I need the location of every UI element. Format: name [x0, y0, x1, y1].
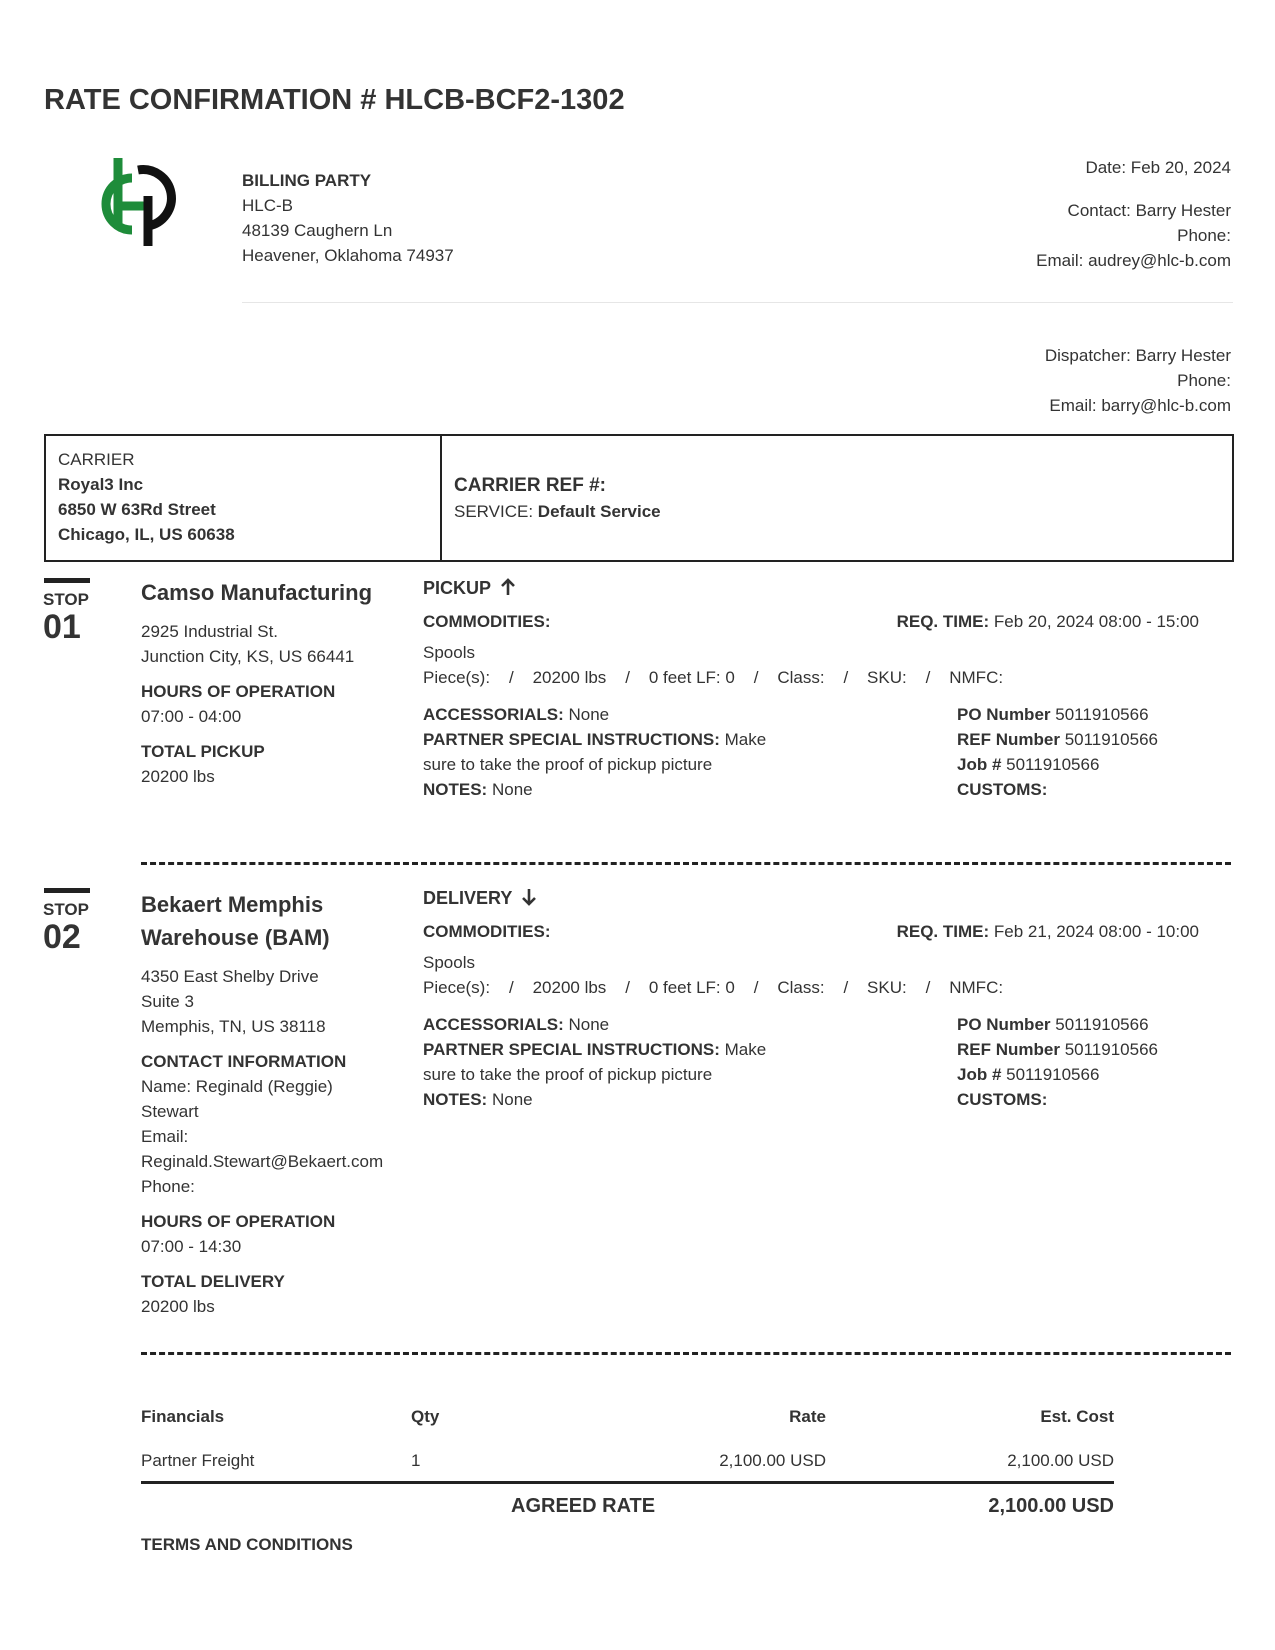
- commodity-name: Spools: [423, 643, 475, 662]
- po-value: 5011910566: [1055, 705, 1149, 724]
- stop-name-line: Bekaert Memphis: [141, 892, 324, 917]
- ref-label: REF Number: [957, 730, 1060, 749]
- billing-label: BILLING PARTY: [242, 171, 372, 190]
- req-time: [897, 612, 1199, 632]
- contact-info-line: Phone:: [141, 1177, 195, 1196]
- hours-value: 07:00 - 14:30: [141, 1237, 242, 1256]
- contact-phone: Phone:: [1177, 226, 1231, 245]
- job-label: Job #: [957, 755, 1002, 774]
- contact-info-line: Name: Reginald (Reggie): [141, 1077, 333, 1096]
- commodity-name: Spools: [423, 953, 475, 972]
- po-value: 5011910566: [1055, 1015, 1149, 1034]
- carrier-info: [58, 447, 235, 547]
- billing-address2: Heavener, Oklahoma 74937: [242, 246, 454, 265]
- service-value: Default Service: [537, 502, 661, 521]
- job-value: 5011910566: [1006, 755, 1100, 774]
- notes-value: None: [491, 780, 533, 799]
- carrier-ref: [454, 472, 661, 524]
- dispatcher-block: [1045, 343, 1231, 418]
- accessorials-value: None: [568, 1015, 610, 1034]
- commodity-details: [423, 640, 1003, 690]
- instructions-label: PARTNER SPECIAL INSTRUCTIONS:: [423, 730, 720, 749]
- billing-address1: 48139 Caughern Ln: [242, 221, 393, 240]
- contact-email: Email: audrey@hlc-b.com: [1036, 251, 1231, 270]
- total-block: [141, 739, 391, 789]
- dashed-divider: [141, 862, 1231, 865]
- billing-name: HLC-B: [242, 196, 294, 215]
- stop-bar: [44, 888, 90, 893]
- ref-value: 5011910566: [1064, 1040, 1158, 1059]
- commodities-label: COMMODITIES:: [423, 922, 551, 941]
- stop-bar: [44, 578, 90, 583]
- stop-location: [141, 888, 411, 1319]
- contact-name: Contact: Barry Hester: [1067, 201, 1231, 220]
- carrier-label: CARRIER: [58, 450, 135, 469]
- service-line: [454, 500, 661, 524]
- commodity-details: [423, 950, 1003, 1000]
- stop-number: 02: [43, 918, 81, 956]
- est-cost-header: Est. Cost: [1040, 1407, 1114, 1426]
- contact-info-label: CONTACT INFORMATION: [141, 1052, 347, 1071]
- stop-location: [141, 576, 391, 789]
- dispatcher-phone: Phone:: [1177, 371, 1231, 390]
- req-time-label: REQ. TIME:: [896, 922, 990, 941]
- address-line: Memphis, TN, US 38118: [141, 1017, 326, 1036]
- stop-type: DELIVERY: [423, 888, 513, 908]
- total-value: 20200 lbs: [141, 767, 215, 786]
- total-value: 20200 lbs: [141, 1297, 215, 1316]
- po-label: PO Number: [957, 705, 1051, 724]
- instructions-value: Make: [724, 730, 767, 749]
- stop-address: [141, 619, 391, 669]
- notes-label: NOTES:: [423, 780, 488, 799]
- commodities-label: COMMODITIES:: [423, 612, 551, 631]
- contact-info-line: Stewart: [141, 1102, 199, 1121]
- terms-heading: TERMS AND CONDITIONS: [141, 1535, 353, 1554]
- notes-value: None: [491, 1090, 533, 1109]
- accessorials-label: ACCESSORIALS:: [423, 705, 564, 724]
- carrier-ref-label: CARRIER REF #:: [454, 475, 607, 496]
- stop-name-line: Warehouse (BAM): [141, 925, 330, 950]
- job-label: Job #: [957, 1065, 1002, 1084]
- page-title: RATE CONFIRMATION # HLCB-BCF2-1302: [44, 84, 625, 116]
- hours-label: HOURS OF OPERATION: [141, 682, 336, 701]
- customs-label: CUSTOMS:: [957, 1090, 1048, 1109]
- contact-info-line: Reginald.Stewart@Bekaert.com: [141, 1152, 384, 1171]
- hours-block: [141, 679, 391, 729]
- carrier-name: Royal3 Inc: [58, 475, 144, 494]
- arrow-up-icon: [500, 578, 516, 601]
- ref-value: 5011910566: [1064, 730, 1158, 749]
- document-date: Date: Feb 20, 2024: [1085, 158, 1231, 177]
- pieces-line: Piece(s): / 20200 lbs / 0 feet LF: 0 / Class: / SKU: / NMFC:: [423, 978, 1004, 997]
- divider: [242, 302, 1233, 303]
- line-item-rate: 2,100.00 USD: [719, 1451, 826, 1470]
- po-label: PO Number: [957, 1015, 1051, 1034]
- pieces-line: Piece(s): / 20200 lbs / 0 feet LF: 0 / Class: / SKU: / NMFC:: [423, 668, 1004, 687]
- req-time-value: Feb 21, 2024 08:00 - 10:00: [993, 922, 1199, 941]
- notes-label: NOTES:: [423, 1090, 488, 1109]
- stop-instructions: [423, 1012, 803, 1112]
- reference-numbers: [957, 702, 1158, 802]
- instructions-label: PARTNER SPECIAL INSTRUCTIONS:: [423, 1040, 720, 1059]
- dashed-divider: [141, 1352, 1231, 1355]
- qty-header: Qty: [411, 1407, 440, 1426]
- stop-instructions: [423, 702, 803, 802]
- stop-label: STOP: [43, 590, 89, 609]
- stop-label: STOP: [43, 900, 89, 919]
- address-line: Junction City, KS, US 66441: [141, 647, 355, 666]
- hours-block: [141, 1209, 411, 1259]
- carrier-address2: Chicago, IL, US 60638: [58, 525, 235, 544]
- instructions-value: Make: [724, 1040, 767, 1059]
- hours-label: HOURS OF OPERATION: [141, 1212, 336, 1231]
- instructions-value-cont: sure to take the proof of pickup picture: [423, 755, 713, 774]
- pickup-heading: [423, 578, 516, 601]
- stop-name: Camso Manufacturing: [141, 580, 373, 605]
- arrow-down-icon: [521, 888, 537, 911]
- total-label: TOTAL PICKUP: [141, 742, 265, 761]
- stop-name: [141, 888, 411, 954]
- financials-header: Financials: [141, 1407, 225, 1426]
- contact-info-block: [141, 1049, 411, 1199]
- address-line: 4350 East Shelby Drive: [141, 967, 319, 986]
- contact-info-line: Email:: [141, 1127, 189, 1146]
- dispatcher-name: Dispatcher: Barry Hester: [1044, 346, 1231, 365]
- line-item-qty: 1: [411, 1451, 421, 1470]
- hours-value: 07:00 - 04:00: [141, 707, 242, 726]
- delivery-heading: [423, 888, 537, 911]
- billing-party: [242, 168, 454, 268]
- total-label: TOTAL DELIVERY: [141, 1272, 285, 1291]
- instructions-value-cont: sure to take the proof of pickup picture: [423, 1065, 713, 1084]
- address-line: Suite 3: [141, 992, 194, 1011]
- agreed-rate-label: AGREED RATE: [511, 1495, 656, 1517]
- req-time: [897, 922, 1199, 942]
- line-item-cost: 2,100.00 USD: [1007, 1451, 1114, 1470]
- service-label: SERVICE:: [454, 502, 534, 521]
- line-item-name: Partner Freight: [141, 1451, 255, 1470]
- job-value: 5011910566: [1006, 1065, 1100, 1084]
- customs-label: CUSTOMS:: [957, 780, 1048, 799]
- carrier-box: [44, 434, 1234, 562]
- carrier-address1: 6850 W 63Rd Street: [58, 500, 216, 519]
- stop-address: [141, 964, 411, 1039]
- stop-number: 01: [43, 608, 81, 646]
- hlc-logo-icon: [98, 156, 178, 248]
- carrier-box-divider: [440, 436, 442, 560]
- rate-header: Rate: [789, 1407, 826, 1426]
- reference-numbers: [957, 1012, 1158, 1112]
- total-block: [141, 1269, 411, 1319]
- ref-label: REF Number: [957, 1040, 1060, 1059]
- stop-type: PICKUP: [423, 578, 492, 598]
- agreed-rate-value: 2,100.00 USD: [988, 1495, 1114, 1517]
- contact-block: [1036, 155, 1231, 273]
- accessorials-value: None: [568, 705, 610, 724]
- dispatcher-email: Email: barry@hlc-b.com: [1049, 396, 1231, 415]
- req-time-label: REQ. TIME:: [896, 612, 990, 631]
- req-time-value: Feb 20, 2024 08:00 - 15:00: [993, 612, 1199, 631]
- total-divider: [141, 1481, 1114, 1484]
- accessorials-label: ACCESSORIALS:: [423, 1015, 564, 1034]
- address-line: 2925 Industrial St.: [141, 622, 279, 641]
